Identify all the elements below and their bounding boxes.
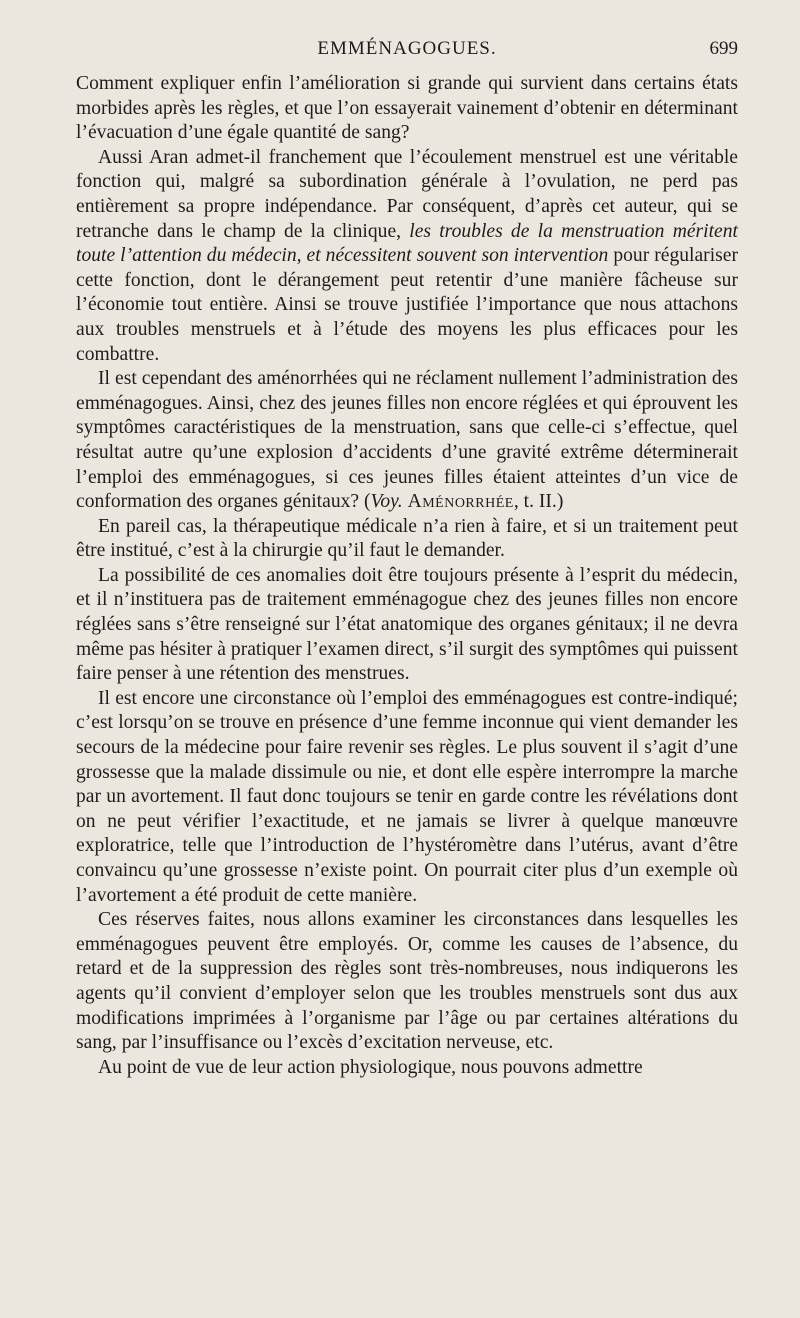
paragraph-3-italic: Voy.: [370, 491, 403, 513]
paragraph-4: En pareil cas, la thérapeutique médicale n’a rien à faire, et si un traitement peut être institué, c’est à la chirurgie qu’il faut le demander.: [76, 515, 738, 562]
running-title: EMMÉNAGOGUES.: [317, 38, 497, 59]
page-number: 699: [709, 38, 738, 59]
paragraph-2-text: Aussi Aran admet-il franchement que l’écoulement menstruel est une véritable fonction qui, malgré sa subordination générale à l’ovulation, ne perd pas entièrement sa propre indépendance. Par conséquent, d’après cet auteur, qui se retranche dans le champ de la clinique,: [76, 146, 738, 242]
paragraph-3: [76, 367, 738, 515]
paragraph-7: Ces réserves faites, nous allons examiner les circonstances dans lesquelles les emménagogues peuvent être employés. Or, comme les causes de l’absence, du retard et de la suppression des règles sont très-nombreuses, nous indiquerons les agents qu’il convient d’employer selon que les troubles menstruels sont dus aux modifications imprimées à l’organisme par l’âge ou par certaines altérations du sang, par l’insuffisance ou l’excès d’excitation nerveuse, etc.: [76, 909, 738, 1054]
paragraph-2-italic: les troubles de la menstruation méritent toute l’attention du médecin, et nécessitent souvent son intervention: [76, 220, 738, 267]
paragraph-6: Il est encore une circonstance où l’emploi des emménagogues est contre-indiqué; c’est lorsqu’on se trouve en présence d’une femme inconnue qui vient demander les secours de la médecine pour faire revenir ses règles. Le plus souvent il s’agit d’une grossesse que la malade dissimule ou nie, et dont elle espère interrompre la marche par un avortement. Il faut donc toujours se tenir en garde contre les révélations dont on ne peut vérifier l’exactitude, et ne jamais se livrer à quelque manœuvre exploratrice, telle que l’introduction de l’hystéromètre dans l’utérus, avant d’être convaincu qu’une grossesse n’existe point. On pourrait citer plus d’un exemple où l’avortement a été produit de cette manière.: [76, 687, 738, 906]
body-text: [76, 72, 738, 1080]
paragraph-3-smallcaps: Aménorrhée: [407, 491, 514, 513]
paragraph-8: Au point de vue de leur action physiologique, nous pouvons admettre: [98, 1056, 643, 1078]
paragraph-2: [76, 146, 738, 367]
paragraph-3-text: Il est cependant des aménorrhées qui ne réclament nullement l’administration des emménagogues. Ainsi, chez des jeunes filles non encore réglées et qui éprouvent les symptômes caractéristiques de la menstruation, sans que celle-ci s’effectue, quel résultat autre qu’une explosion d’accidents d’une gravité extrême déterminerait l’emploi des emménagogues, si ces jeunes filles étaient atteintes d’un vice de conformation des organes génitaux? (: [76, 368, 738, 513]
paragraph-3-text-end: , t. II.): [513, 491, 564, 513]
paragraph-1: Comment expliquer enfin l’amélioration si grande qui survient dans certains états morbides après les règles, et que l’on essayerait vainement d’obtenir en déterminant l’évacuation d’une égale quantité de sang?: [76, 73, 738, 144]
page-header: [76, 38, 738, 64]
paragraph-5: La possibilité de ces anomalies doit être toujours présente à l’esprit du médecin, et il n’instituera pas de traitement emménagogue chez des jeunes filles non encore réglées sans s’être renseigné sur l’état anatomique des organes génitaux; il ne devra même pas hésiter à pratiquer l’examen direct, s’il surgit des symptômes qui puissent faire penser à une rétention des menstrues.: [76, 564, 738, 685]
paragraph-2-text-end: pour régulariser cette fonction, dont le dérangement peut retentir d’une manière fâcheuse sur l’économie tout entière. Ainsi se trouve justifiée l’importance que nous attachons aux troubles menstruels et à l’étude des moyens les plus efficaces pour les combattre.: [76, 245, 738, 365]
